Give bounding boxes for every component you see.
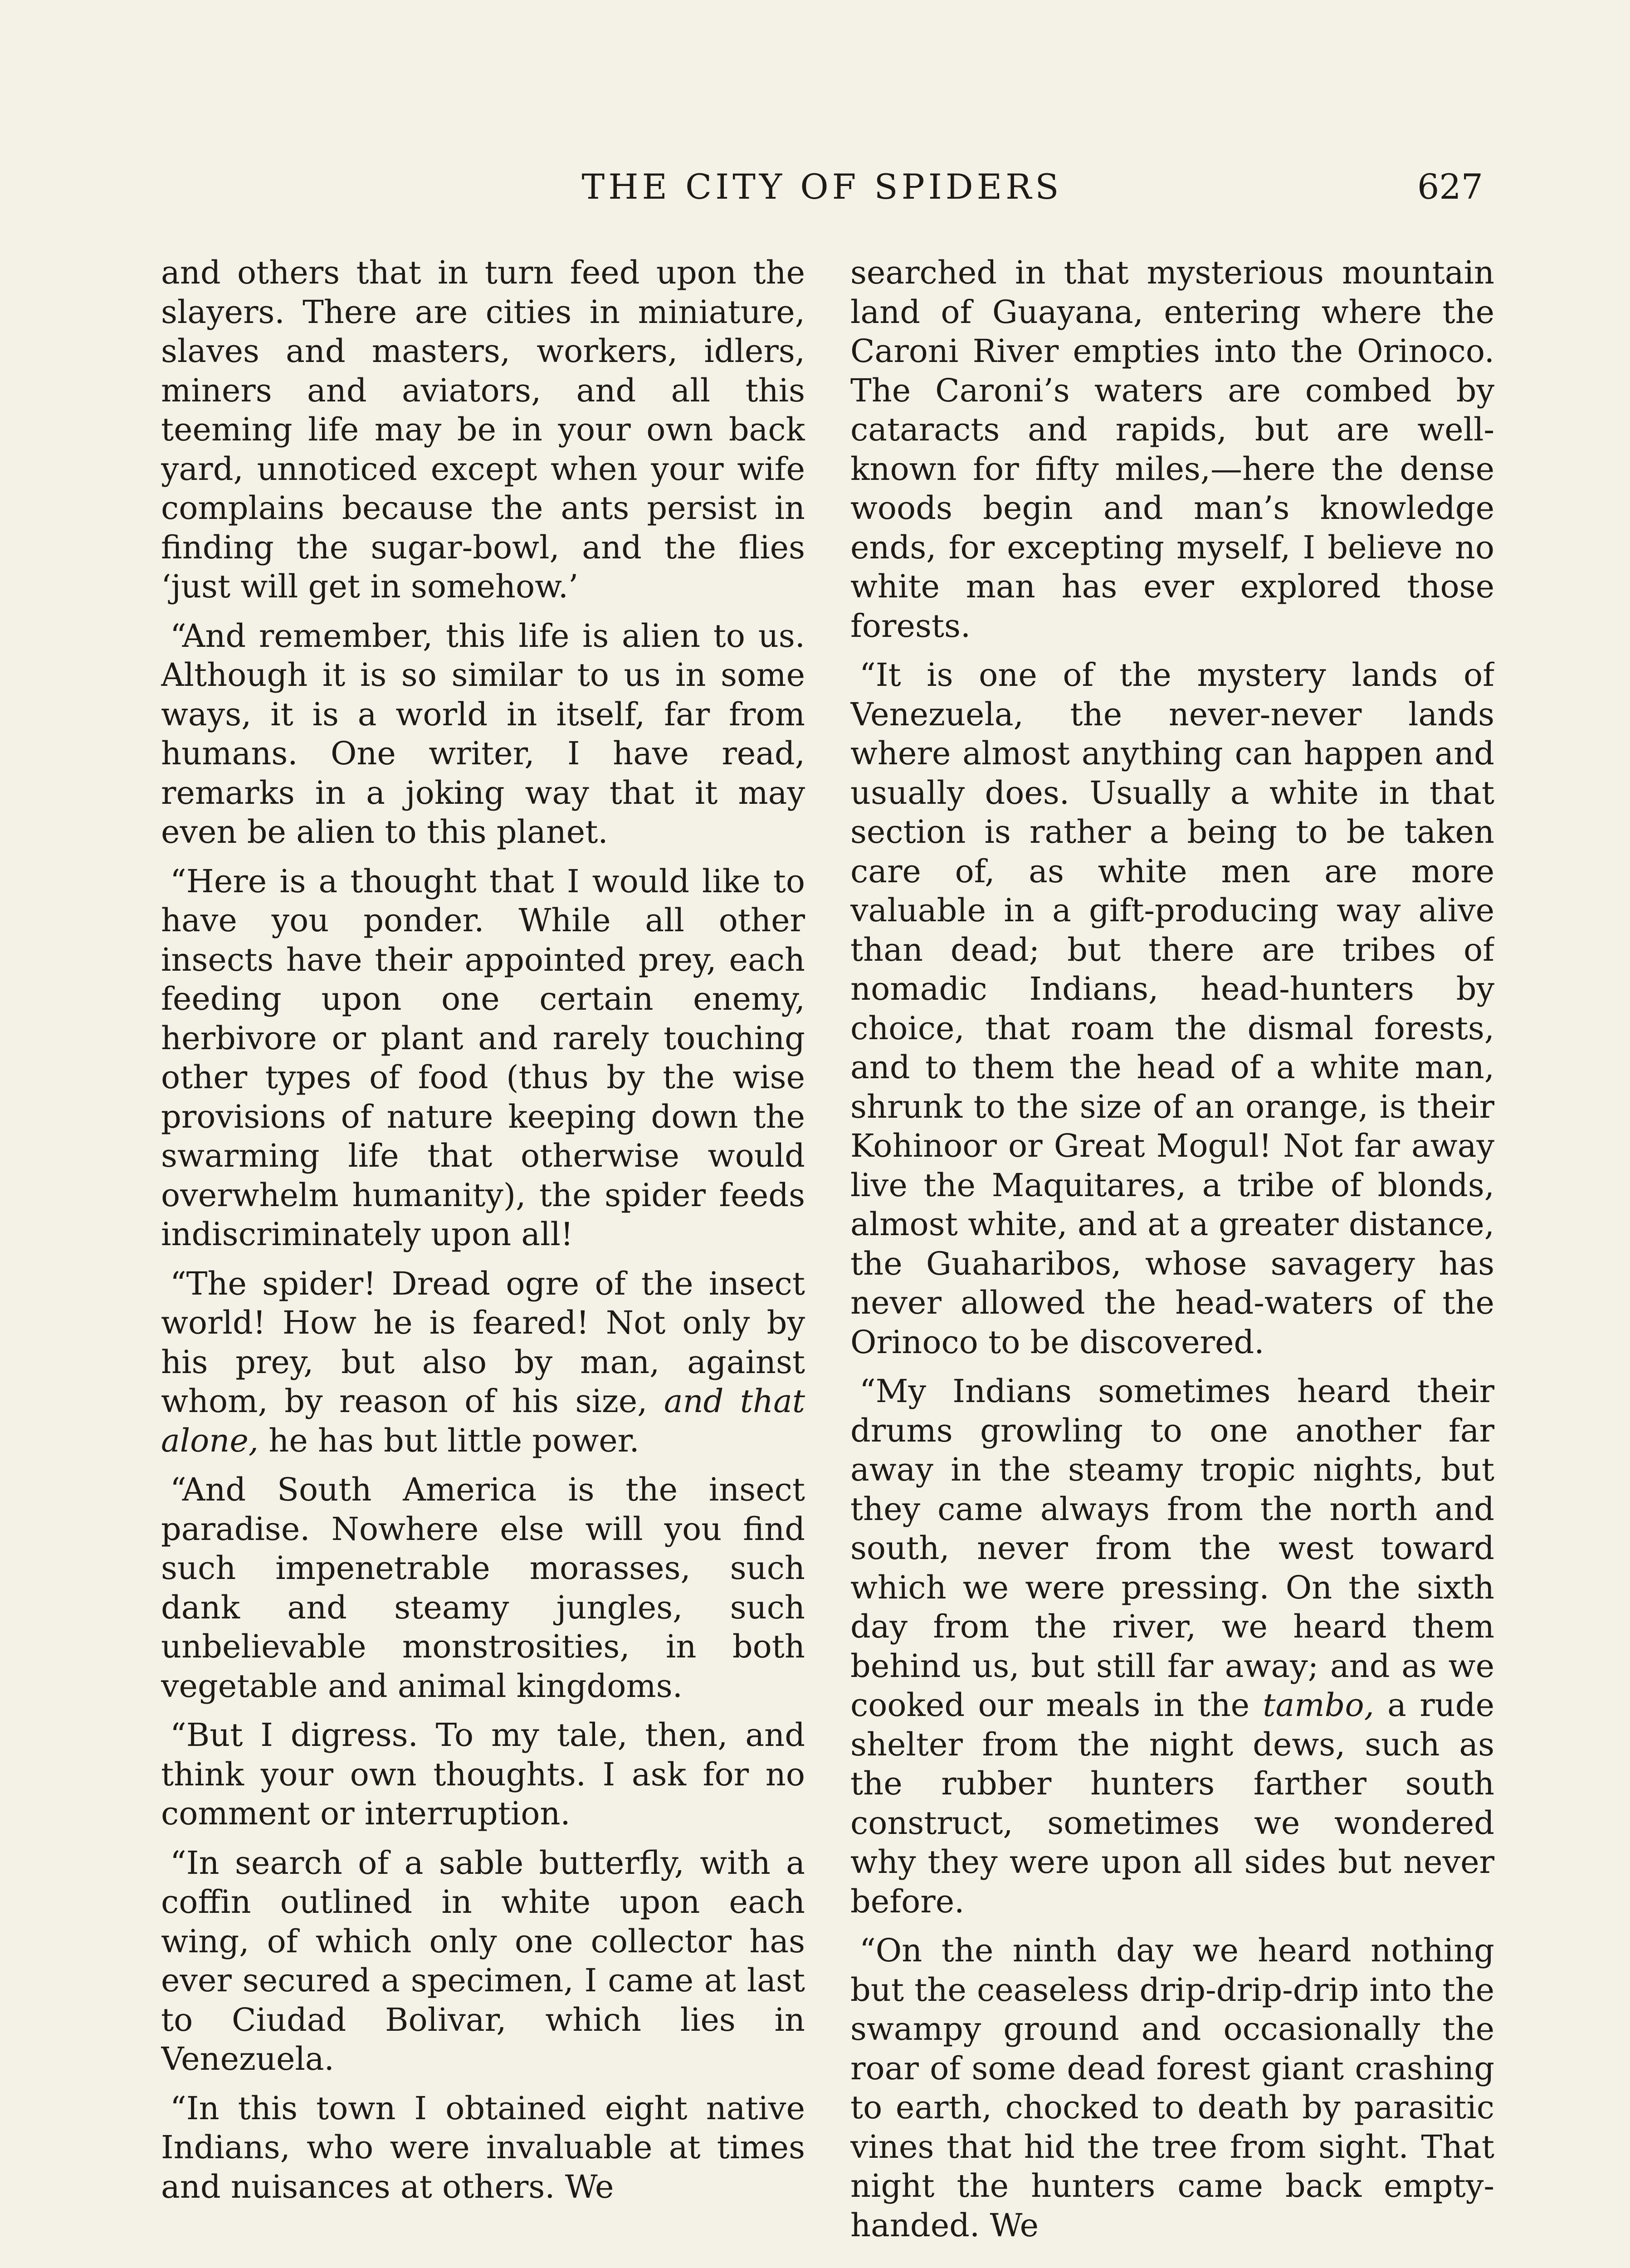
- paragraph-text: he has but little power.: [259, 1422, 639, 1459]
- paragraph: “And South America is the insect paradise. Nowhere else will you find such impenetrable morasses, such dank and steamy jungles, such unbelievable monstrosities, in both vegetable and animal kingdoms.: [161, 1471, 805, 1705]
- paragraph: “In search of a sable butterfly, with a coffin outlined in white upon each wing, of which only one collector has ever secured a specimen, I came at last to Ciudad Bolivar, which lies in Venezuela.: [161, 1844, 805, 2077]
- paragraph-text: a rude shelter from the night dews, such as the rubber hunters farther south construct, sometimes we wondered why they were upon all sides but never before.: [850, 1686, 1494, 1920]
- paragraph: “But I digress. To my tale, then, and think your own thoughts. I ask for no comment or interruption.: [161, 1716, 805, 1832]
- left-column: [161, 253, 805, 2268]
- paragraph: “Here is a thought that I would like to have you ponder. While all other insects have their appointed prey, each feeding upon one certain enemy, herbivore or plant and rarely touching other types of food (thus by the wise provisions of nature keeping down the swarming life that otherwise would overwhelm humanity), the spider feeds indiscriminately upon all!: [161, 862, 805, 1253]
- paragraph: [850, 1372, 1494, 1921]
- paragraph: searched in that mysterious mountain land of Guayana, entering where the Caroni River empties into the Orinoco. The Caroni’s waters are combed by cataracts and rapids, but are well-known for fifty miles,—here the dense woods begin and man’s knowledge ends, for excepting myself, I believe no white man has ever explored those forests.: [850, 254, 1494, 645]
- emphasis-text: and that alone,: [161, 1383, 805, 1459]
- paragraph: “In this town I obtained eight native Indians, who were invaluable at times and nuisances at others. We: [161, 2089, 805, 2205]
- paragraph: [161, 1264, 805, 1461]
- running-header: [161, 160, 1483, 214]
- emphasis-text: tambo,: [1263, 1686, 1374, 1724]
- page-number: 627: [1417, 166, 1483, 207]
- paragraph: “It is one of the mystery lands of Venezuela, the never-never lands where almost anything can happen and usually does. Usually a white in that section is rather a being to be taken care of, as white men are more valuable in a gift-producing way alive than dead; but there are tribes of nomadic Indians, head-hunters by choice, that roam the dismal forests, and to them the head of a white man, shrunk to the size of an orange, is their Kohinoor or Great Mogul! Not far away live the Maquitares, a tribe of blonds, almost white, and at a greater distance, the Guaharibos, whose savagery has never allowed the head-waters of the Orinoco to be discovered.: [850, 656, 1494, 1361]
- paragraph: “And remember, this life is alien to us. Although it is so similar to us in some ways, it is a world in itself, far from humans. One writer, I have read, remarks in a joking way that it may even be alien to this planet.: [161, 617, 805, 850]
- paragraph: and others that in turn feed upon the slayers. There are cities in miniature, slaves and masters, workers, idlers, miners and aviators, and all this teeming life may be in your own back yard, unnoticed except when your wife complains because the ants persist in finding the sugar-bowl, and the flies ‘just will get in somehow.’: [161, 254, 805, 605]
- paragraph-text: “The spider! Dread ogre of the insect world! How he is feared! Not only by his prey, but also by man, against whom, by reason of his size,: [161, 1265, 805, 1420]
- running-title: THE CITY OF SPIDERS: [581, 166, 1063, 207]
- right-column: [850, 253, 1494, 2268]
- paragraph-text: “My Indians sometimes heard their drums growling to one another far away in the steamy tropic nights, but they came always from the north and south, never from the west toward which we were pressing. On the sixth day from the river, we heard them behind us, but still far away; and as we cooked our meals in the: [850, 1373, 1494, 1724]
- paragraph: “On the ninth day we heard nothing but the ceaseless drip-drip-drip into the swampy ground and occasionally the roar of some dead forest giant crashing to earth, chocked to death by parasitic vines that hid the tree from sight. That night the hunters came back empty-handed. We: [850, 1932, 1494, 2244]
